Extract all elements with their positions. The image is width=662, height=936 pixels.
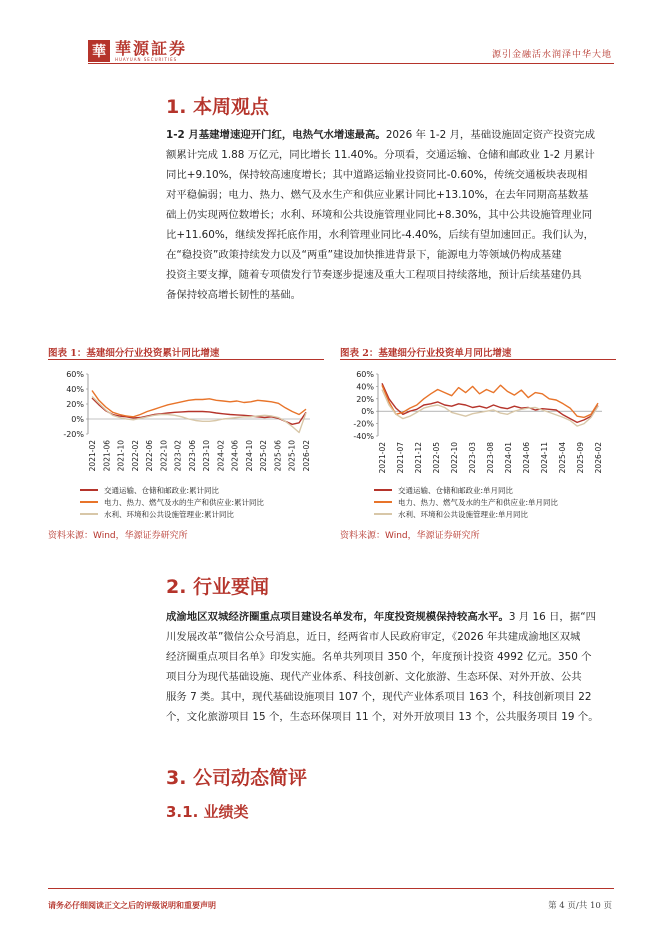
x-tick-label: 2024-06 [522, 442, 531, 474]
y-tick-label: 20% [356, 394, 374, 404]
figure-1-source: 资料来源：Wind，华源证券研究所 [48, 531, 188, 541]
legend-label: 水利、环境和公共设施管理业:累计同比 [104, 509, 235, 519]
x-tick-label: 2022-10 [159, 440, 169, 472]
x-tick-label: 2023-02 [173, 440, 183, 472]
legend-label: 交通运输、仓储和邮政业:累计同比 [104, 485, 220, 495]
legend-item [80, 508, 264, 520]
y-tick-label: -20% [63, 430, 84, 439]
paragraph-line: 3 月 16 日，据“四 [508, 611, 596, 623]
legend-item [80, 496, 264, 508]
header-rule [88, 63, 614, 64]
series-line-2 [382, 385, 598, 417]
legend-label: 水利、环境和公共设施管理业:单月同比 [398, 509, 529, 519]
section-heading-2: 2. 行业要闻 [166, 576, 270, 598]
company-logo [88, 40, 187, 62]
figure-1-legend [80, 484, 264, 520]
x-tick-label: 2024-02 [216, 440, 226, 472]
legend-item [374, 496, 558, 508]
y-tick-label: -20% [353, 419, 374, 429]
figure-2-title: 图表 2：基建细分行业投资单月同比增速 [340, 348, 512, 359]
x-tick-label: 2024-06 [230, 440, 240, 472]
paragraph-line: 础上仍实现两位数增长；水利、环境和公共设施管理业同比+8.30%，其中公共设施管理业同 [166, 209, 593, 221]
legend-label: 交通运输、仓储和邮政业:单月同比 [398, 485, 514, 495]
paragraph-line: 比+11.60%，继续发挥托底作用，水利管理业同比-4.40%，后续有望加速回正。我们认为， [166, 229, 594, 241]
y-tick-label: 0% [361, 407, 374, 417]
x-tick-label: 2023-03 [468, 442, 477, 474]
x-tick-label: 2026-02 [302, 440, 311, 472]
x-tick-label: 2025-10 [287, 440, 297, 472]
x-tick-label: 2025-04 [558, 442, 567, 474]
y-tick-label: 60% [356, 370, 374, 379]
x-tick-label: 2026-02 [594, 442, 603, 474]
paragraph-line: 川发展改革”微信公众号消息，近日，经两省市人民政府审定，《2026 年共建成渝地区双城 [166, 631, 581, 643]
figure-2-source: 资料来源：Wind，华源证券研究所 [340, 531, 480, 541]
x-tick-label: 2025-06 [273, 440, 283, 472]
x-tick-label: 2021-06 [102, 440, 112, 472]
figure-2-rule [340, 359, 616, 360]
x-tick-label: 2025-09 [576, 442, 585, 474]
x-tick-label: 2023-08 [486, 442, 495, 474]
legend-swatch [374, 513, 392, 515]
y-tick-label: 60% [66, 370, 84, 379]
y-tick-label: 40% [356, 382, 374, 392]
x-tick-label: 2024-10 [244, 440, 254, 472]
paragraph-line: 投资主要支撑，随着专项债发行节奏逐步提速及重大工程项目持续落地，预计后续基建仍具 [166, 269, 582, 281]
section1-paragraph [166, 125, 606, 305]
figure-1-chart [48, 366, 324, 484]
figure-2-legend [374, 484, 558, 520]
x-tick-label: 2022-06 [145, 440, 155, 472]
x-tick-label: 2024-11 [540, 442, 549, 474]
footer-disclaimer: 请务必仔细阅读正文之后的评级说明和重要声明 [48, 900, 216, 910]
x-tick-label: 2022-05 [432, 442, 441, 474]
x-tick-label: 2024-01 [504, 442, 513, 474]
footer-rule [48, 888, 614, 889]
y-tick-label: 0% [71, 415, 84, 424]
x-tick-label: 2021-07 [396, 442, 405, 474]
legend-swatch [374, 501, 392, 503]
section2-lead: 成渝地区双城经济圈重点项目建设名单发布，年度投资规模保持较高水平。 [166, 611, 509, 623]
x-tick-label: 2022-02 [130, 440, 140, 472]
paragraph-line: 对平稳偏弱；电力、热力、燃气及水生产和供应业累计同比+13.10%，在去年同期高基数基 [166, 189, 589, 201]
page-number: 第 4 页/共 10 页 [548, 901, 612, 911]
y-tick-label: 40% [66, 385, 84, 394]
series-line-1 [382, 383, 598, 422]
x-tick-label: 2021-10 [116, 440, 126, 472]
paragraph-line: 备保持较高增长韧性的基础。 [166, 289, 302, 301]
x-tick-label: 2022-10 [450, 442, 459, 474]
legend-item [374, 508, 558, 520]
x-tick-label: 2021-02 [378, 442, 387, 474]
y-tick-label: -40% [353, 432, 374, 441]
paragraph-line: 个，文化旅游项目 15 个，生态环保项目 11 个，对外开放项目 13 个，公共服务项目 19 个。 [166, 711, 599, 723]
paragraph-line: 经济圈重点项目名单》印发实施。名单共列项目 350 个，年度预计投资 4992 亿元。350 个 [166, 651, 592, 663]
x-tick-label: 2021-12 [414, 442, 423, 474]
section2-paragraph [166, 607, 606, 727]
legend-label: 电力、热力、燃气及水的生产和供应业:累计同比 [104, 497, 265, 507]
series-line-2 [92, 391, 306, 417]
legend-item [80, 484, 264, 496]
subsection-heading-3-1: 3.1. 业绩类 [166, 803, 249, 821]
x-tick-label: 2021-02 [88, 440, 97, 472]
legend-swatch [80, 513, 98, 515]
legend-label: 电力、热力、燃气及水的生产和供应业:单月同比 [398, 497, 559, 507]
series-line-3 [382, 390, 598, 427]
paragraph-line: 额累计完成 1.88 万亿元，同比增长 11.40%。分项看，交通运输、仓储和邮政业 1-2 月累计 [166, 149, 595, 161]
header-slogan: 源引金融活水润泽中华大地 [491, 50, 612, 60]
x-tick-label: 2023-10 [202, 440, 212, 472]
paragraph-line: 服务 7 类。其中，现代基础设施项目 107 个，现代产业体系项目 163 个，科技创新项目 22 [166, 691, 592, 703]
figure-1-rule [48, 359, 324, 360]
paragraph-line: 同比+9.10%，保持较高速度增长；其中道路运输业投资同比-0.60%，传统交通板块表现相 [166, 169, 588, 181]
figure-1-title: 图表 1：基建细分行业投资累计同比增速 [48, 348, 220, 359]
paragraph-line: 2026 年 1-2 月，基础设施固定资产投资完成 [385, 129, 595, 141]
section-heading-1: 1. 本周观点 [166, 96, 270, 118]
section-heading-3: 3. 公司动态简评 [166, 767, 308, 789]
figure-2-chart [340, 366, 616, 484]
logo-mark-icon: 華 [88, 40, 110, 62]
section1-lead: 1-2 月基建增速迎开门红，电热气水增速最高。 [166, 129, 386, 141]
legend-swatch [374, 489, 392, 491]
y-tick-label: 20% [66, 400, 84, 409]
legend-swatch [80, 501, 98, 503]
x-tick-label: 2023-06 [187, 440, 197, 472]
paragraph-line: 项目分为现代基础设施、现代产业体系、科技创新、文化旅游、生态环保、对外开放、公共 [166, 671, 582, 683]
legend-item [374, 484, 558, 496]
logo-subtext: HUAYUAN SECURITIES [115, 57, 178, 62]
paragraph-line: 在“稳投资”政策持续发力以及“两重”建设加快推进背景下，能源电力等领域仍构成基建 [166, 249, 562, 261]
legend-swatch [80, 489, 98, 491]
x-tick-label: 2025-02 [259, 440, 269, 472]
logo-text: 華源証券 [115, 39, 188, 58]
